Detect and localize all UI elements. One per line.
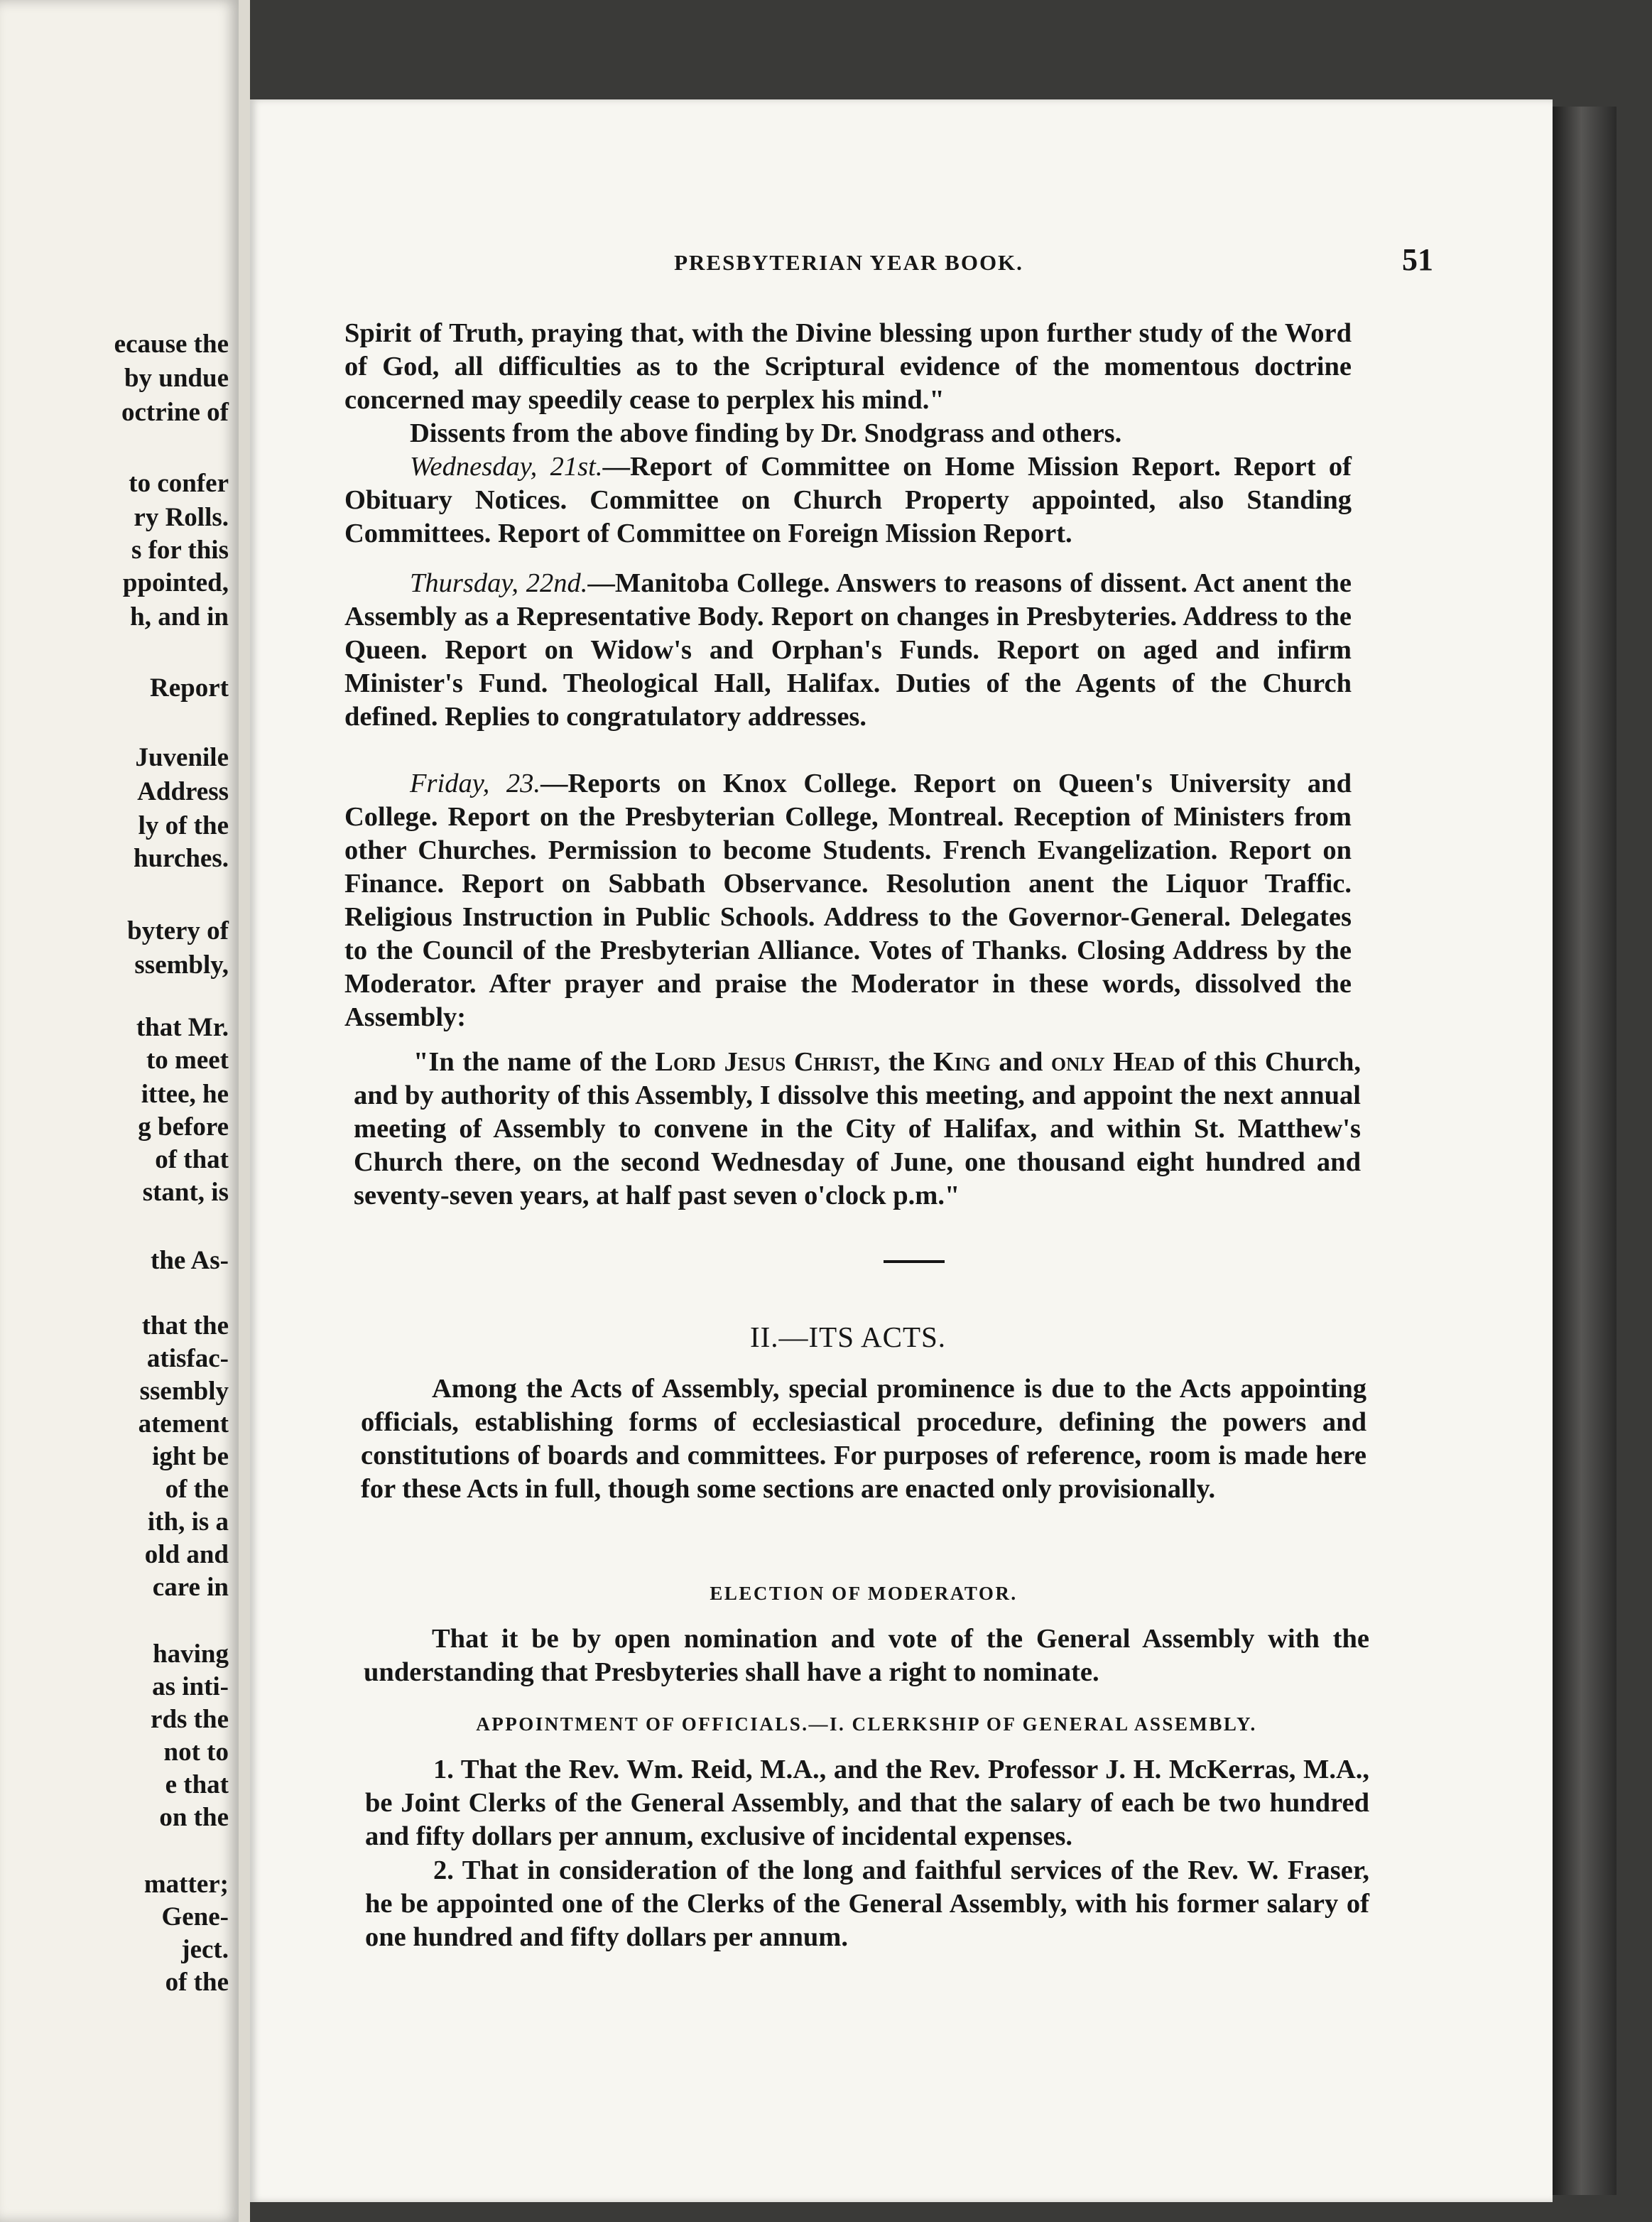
paragraph-wednesday [344, 450, 1352, 551]
paragraph-thursday [344, 567, 1352, 734]
left-line: care in [152, 1573, 229, 1602]
quote-lord: Lord Jesus Christ [655, 1047, 874, 1077]
left-line: ppointed, [122, 568, 229, 597]
left-line: of the [165, 1968, 229, 1997]
left-line: of that [155, 1145, 229, 1174]
left-line: ject. [181, 1935, 229, 1964]
paragraph-friday [344, 767, 1352, 1034]
main-page [250, 99, 1553, 2202]
date-wednesday: Wednesday, 21st. [410, 452, 603, 482]
left-line: ecause the [114, 330, 229, 359]
left-line: having [153, 1640, 229, 1669]
left-line: of the [165, 1475, 229, 1504]
left-line: that the [141, 1311, 229, 1340]
left-line: on the [159, 1803, 229, 1832]
left-line: that Mr. [136, 1013, 229, 1042]
left-line: to confer [129, 469, 229, 498]
left-line: g before [138, 1112, 229, 1142]
paragraph-dissents: Dissents from the above finding by Dr. Snodgrass and others. [410, 418, 1122, 448]
book-edge [1553, 107, 1616, 2195]
election-text: That it be by open nomination and vote of the General Assembly with the understanding that Presbyteries shall have a right to nominate. [364, 1624, 1369, 1687]
left-line: not to [163, 1738, 229, 1767]
thursday-items: —Manitoba College. Answers to reasons of dissent. Act anent the Assembly as a Representative Body. Report on changes in Presbyteries. Address to the Queen. Report on Widow's and Orphan's Funds. Report on aged and infirm Minister's Fund. Theological Hall, Halifax. Duties of the Agents of the Church defined. Replies to congratulatory addresses. [344, 568, 1352, 732]
section-heading: II.—ITS ACTS. [749, 1321, 947, 1353]
wednesday-items: —Report of Committee on Home Mission Report. Report of Obituary Notices. Committee on Church Property appointed, also Standing Committees. Report of Committee on Foreign Mission Report. [344, 452, 1352, 548]
left-line: h, and in [130, 602, 229, 632]
left-line: ight be [152, 1442, 229, 1471]
left-line: octrine of [121, 398, 229, 427]
election-heading: ELECTION OF MODERATOR. [710, 1583, 1018, 1604]
left-line: e that [165, 1770, 229, 1799]
running-header: PRESBYTERIAN YEAR BOOK. [674, 250, 1023, 275]
dissolution-quote [354, 1046, 1361, 1213]
left-line: matter; [143, 1870, 229, 1899]
left-line: rds the [151, 1705, 229, 1734]
left-page-fragment [0, 0, 239, 2222]
left-line: ittee, he [141, 1080, 229, 1109]
acts-intro: Among the Acts of Assembly, special prominence is due to the Acts appointing officials, establishing forms of ecclesiastical procedure, defining the powers and constitutions of boards and committees. For purposes of reference, room is made here for these Acts in full, though some sections are enacted only provisionally. [361, 1374, 1366, 1504]
left-line: ly of the [138, 811, 229, 840]
left-line: the As- [151, 1246, 229, 1275]
friday-items: —Reports on Knox College. Report on Queen's University and College. Report on the Presbyterian College, Montreal. Reception of Ministers from other Churches. Permission to become Students. French Evangelization. Report on Finance. Report on Sabbath Observance. Resolution anent the Liquor Traffic. Religious Instruction in Public Schools. Address to the Governor-General. Delegates to the Council of the Presbyterian Alliance. Votes of Thanks. Closing Address by the Moderator. After prayer and praise the Moderator in these words, dissolved the Assembly: [344, 769, 1352, 1032]
paragraph-spirit-of-truth: Spirit of Truth, praying that, with the Divine blessing upon further study of the Word of God, all difficulties as to the Scriptural evidence of the momentous doctrine concerned may speedily cease to perplex his mind." [344, 318, 1352, 415]
left-line: ry Rolls. [134, 503, 229, 532]
left-line: Gene- [161, 1902, 229, 1931]
left-line: atement [138, 1409, 229, 1438]
left-line: stant, is [142, 1178, 229, 1207]
section-divider [884, 1260, 945, 1263]
left-line: as inti- [152, 1672, 229, 1701]
left-line: Juvenile [135, 743, 229, 772]
quote-part: , the [873, 1047, 933, 1077]
date-friday: Friday, 23. [410, 769, 541, 798]
left-line: hurches. [134, 844, 229, 873]
left-line: bytery of [127, 916, 229, 945]
left-line: ssembly [139, 1377, 229, 1406]
quote-part: of this Church, and by authority of this Assembly, I dissolve this meeting, and appoint the next annual meeting of Assembly to convene in the City of Halifax, and within St. Matthew's Church there, on the second Wednesday of June, one thousand eight hundred and seventy-seven years, at half past seven o'clock p.m." [354, 1047, 1362, 1210]
officials-item-1: 1. That the Rev. Wm. Reid, M.A., and the Rev. Professor J. H. McKerras, M.A., be Joint Clerks of the General Assembly, and that the salary of each be two hundred and fifty dollars per annum, exclusive of incidental expenses. [365, 1755, 1369, 1851]
left-line: by undue [124, 364, 229, 393]
officials-heading: APPOINTMENT OF OFFICIALS.—I. CLERKSHIP OF GENERAL ASSEMBLY. [476, 1713, 1257, 1735]
left-line: s for this [131, 536, 229, 565]
quote-part: and [990, 1047, 1052, 1077]
quote-only-head: only Head [1051, 1047, 1175, 1077]
quote-part: "In the name of the [413, 1047, 656, 1077]
left-line: ssembly, [134, 950, 229, 980]
left-line: Report [150, 673, 229, 703]
left-line: to meet [146, 1046, 229, 1075]
page-number: 51 [1402, 242, 1433, 277]
date-thursday: Thursday, 22nd. [410, 568, 588, 598]
left-line: old and [144, 1540, 229, 1569]
quote-king: King [933, 1047, 991, 1077]
officials-item-2: 2. That in consideration of the long and faithful services of the Rev. W. Fraser, he be appointed one of the Clerks of the General Assembly, with his former salary of one hundred and fifty dollars per annum. [365, 1855, 1369, 1952]
left-line: atisfac- [146, 1344, 229, 1373]
left-line: Address [137, 777, 229, 806]
left-line: ith, is a [147, 1507, 229, 1537]
book-gutter [239, 0, 250, 2222]
